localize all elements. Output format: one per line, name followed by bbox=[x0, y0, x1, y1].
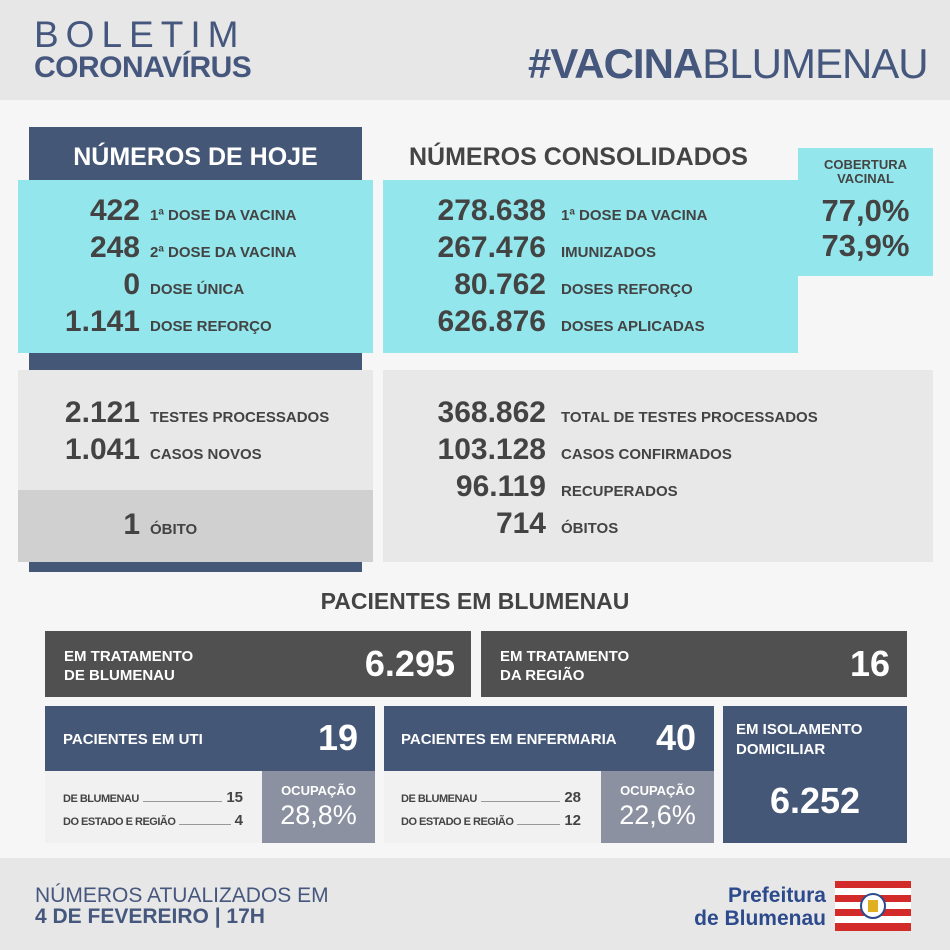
hoje-label: 1ª DOSE DA VACINA bbox=[150, 207, 297, 224]
hoje-value: 248 bbox=[89, 231, 140, 264]
consolidado-label: IMUNIZADOS bbox=[561, 244, 656, 261]
prefeitura-line1: Prefeitura bbox=[727, 884, 826, 907]
prefeitura-logo-text bbox=[660, 884, 826, 930]
consolidado-label: RECUPERADOS bbox=[561, 483, 678, 500]
hoje-row bbox=[40, 433, 262, 467]
hashtag-thin: BLUMENAU bbox=[702, 40, 928, 87]
divider bbox=[143, 801, 223, 802]
hoje-value: 422 bbox=[89, 194, 140, 227]
consolidado-value: 267.476 bbox=[437, 231, 546, 264]
consolidado-label: DOSES REFORÇO bbox=[561, 281, 693, 298]
uti-detail-row bbox=[63, 812, 243, 829]
consolidado-label: DOSES APLICADAS bbox=[561, 318, 705, 335]
hoje-testes-box bbox=[18, 370, 373, 490]
enfermaria-blumenau-label: DE BLUMENAU bbox=[401, 793, 477, 805]
consolidado-row bbox=[400, 396, 818, 430]
isolamento-label-2: DOMICILIAR bbox=[736, 741, 826, 758]
hoje-row bbox=[40, 396, 329, 430]
consolidado-value: 626.876 bbox=[437, 305, 546, 338]
consolidado-value: 80.762 bbox=[454, 268, 546, 301]
uti-estado-label: DO ESTADO E REGIÃO bbox=[63, 816, 176, 828]
uti-estado-value: 4 bbox=[234, 812, 243, 829]
uti-blumenau-label: DE BLUMENAU bbox=[63, 793, 139, 805]
divider bbox=[517, 824, 560, 825]
cobertura-value-1: 77,0% bbox=[821, 193, 910, 228]
tratamento-regiao-label bbox=[500, 647, 629, 685]
hoje-value: 0 bbox=[123, 268, 140, 301]
tratamento-blumenau-value: 6.295 bbox=[364, 643, 455, 684]
tratamento-blumenau-label bbox=[64, 647, 193, 685]
consolidado-label: 1ª DOSE DA VACINA bbox=[561, 207, 708, 224]
uti-ocupacao-label: OCUPAÇÃO bbox=[281, 783, 356, 798]
cobertura-title-line1: COBERTURA bbox=[823, 157, 908, 172]
tratamento-blumenau-label-1: EM TRATAMENTO bbox=[64, 648, 194, 665]
consolidado-label: ÓBITOS bbox=[561, 520, 619, 537]
uti-blumenau-value: 15 bbox=[226, 789, 243, 806]
consolidado-row bbox=[400, 433, 732, 467]
enfermaria-blumenau-value: 28 bbox=[564, 789, 581, 806]
hoje-value: 1.141 bbox=[64, 305, 140, 338]
pacientes-title: PACIENTES EM BLUMENAU bbox=[320, 588, 630, 614]
consolidado-row bbox=[400, 194, 707, 228]
cobertura-title-line2: VACINAL bbox=[837, 171, 894, 186]
brand-title-top: BOLETIM bbox=[34, 14, 246, 55]
enfermaria-detail-row bbox=[401, 789, 581, 806]
consolidado-value: 96.119 bbox=[455, 470, 546, 503]
prefeitura-line2: de Blumenau bbox=[694, 907, 826, 930]
hoje-label: 2ª DOSE DA VACINA bbox=[150, 244, 297, 261]
hoje-label: CASOS NOVOS bbox=[150, 446, 262, 463]
consolidados-title: NÚMEROS CONSOLIDADOS bbox=[409, 143, 748, 171]
hoje-obito-label: ÓBITO bbox=[150, 521, 198, 538]
isolamento-value: 6.252 bbox=[769, 780, 861, 821]
enfermaria-ocupacao-value: 22,6% bbox=[619, 800, 696, 830]
consolidado-label: TOTAL DE TESTES PROCESSADOS bbox=[561, 409, 818, 426]
hoje-label: TESTES PROCESSADOS bbox=[150, 409, 330, 426]
isolamento-label bbox=[736, 720, 862, 760]
tratamento-regiao-label-1: EM TRATAMENTO bbox=[500, 648, 630, 665]
tratamento-regiao-label-2: DA REGIÃO bbox=[500, 667, 585, 684]
enfermaria-estado-value: 12 bbox=[564, 812, 581, 829]
hoje-label: DOSE REFORÇO bbox=[150, 318, 272, 335]
enfermaria-detail-row bbox=[401, 812, 581, 829]
hoje-row bbox=[40, 305, 272, 339]
consolidado-value: 714 bbox=[495, 507, 546, 540]
hashtag-title bbox=[528, 40, 928, 88]
consolidado-row bbox=[400, 507, 618, 541]
consolidado-value: 368.862 bbox=[437, 396, 546, 429]
hoje-row bbox=[40, 268, 244, 302]
tratamento-blumenau-label-2: DE BLUMENAU bbox=[64, 667, 175, 684]
uti-label: PACIENTES EM UTI bbox=[63, 731, 203, 748]
hoje-title: NÚMEROS DE HOJE bbox=[73, 143, 318, 171]
uti-detail-box bbox=[45, 771, 262, 843]
hoje-value: 1.041 bbox=[64, 433, 140, 466]
consolidado-value: 103.128 bbox=[437, 433, 546, 466]
enfermaria-value: 40 bbox=[655, 717, 696, 758]
uti-value: 19 bbox=[317, 717, 358, 758]
blumenau-flag-icon bbox=[835, 881, 911, 931]
tratamento-regiao-value: 16 bbox=[849, 643, 890, 684]
footer-update-line2: 4 DE FEVEREIRO | 17H bbox=[35, 905, 265, 928]
cobertura-value-2: 73,9% bbox=[821, 228, 910, 263]
hoje-obito-value: 1 bbox=[123, 508, 140, 541]
enfermaria-estado-label: DO ESTADO E REGIÃO bbox=[401, 816, 514, 828]
hoje-obito-row bbox=[40, 508, 197, 542]
footer-update-line1: NÚMEROS ATUALIZADOS EM bbox=[35, 884, 329, 907]
isolamento-label-1: EM ISOLAMENTO bbox=[736, 721, 863, 738]
consolidado-row bbox=[400, 470, 678, 504]
uti-detail-row bbox=[63, 789, 243, 806]
hoje-label: DOSE ÚNICA bbox=[150, 281, 245, 298]
consolidado-row bbox=[400, 231, 656, 265]
enfermaria-ocupacao-label: OCUPAÇÃO bbox=[620, 783, 695, 798]
divider bbox=[179, 824, 230, 825]
uti-ocupacao-value: 28,8% bbox=[280, 800, 357, 830]
consolidado-row bbox=[400, 305, 705, 339]
hoje-row bbox=[40, 194, 296, 228]
hoje-value: 2.121 bbox=[64, 396, 140, 429]
enfermaria-label: PACIENTES EM ENFERMARIA bbox=[401, 731, 617, 748]
hoje-row bbox=[40, 231, 296, 265]
hashtag-bold: #VACINA bbox=[528, 40, 703, 87]
enfermaria-detail-box bbox=[384, 771, 601, 843]
cobertura-title bbox=[798, 158, 933, 186]
divider bbox=[481, 801, 561, 802]
consolidado-row bbox=[400, 268, 693, 302]
brand-title-bottom: CORONAVÍRUS bbox=[34, 51, 252, 84]
consolidado-label: CASOS CONFIRMADOS bbox=[561, 446, 732, 463]
consolidado-value: 278.638 bbox=[437, 194, 546, 227]
